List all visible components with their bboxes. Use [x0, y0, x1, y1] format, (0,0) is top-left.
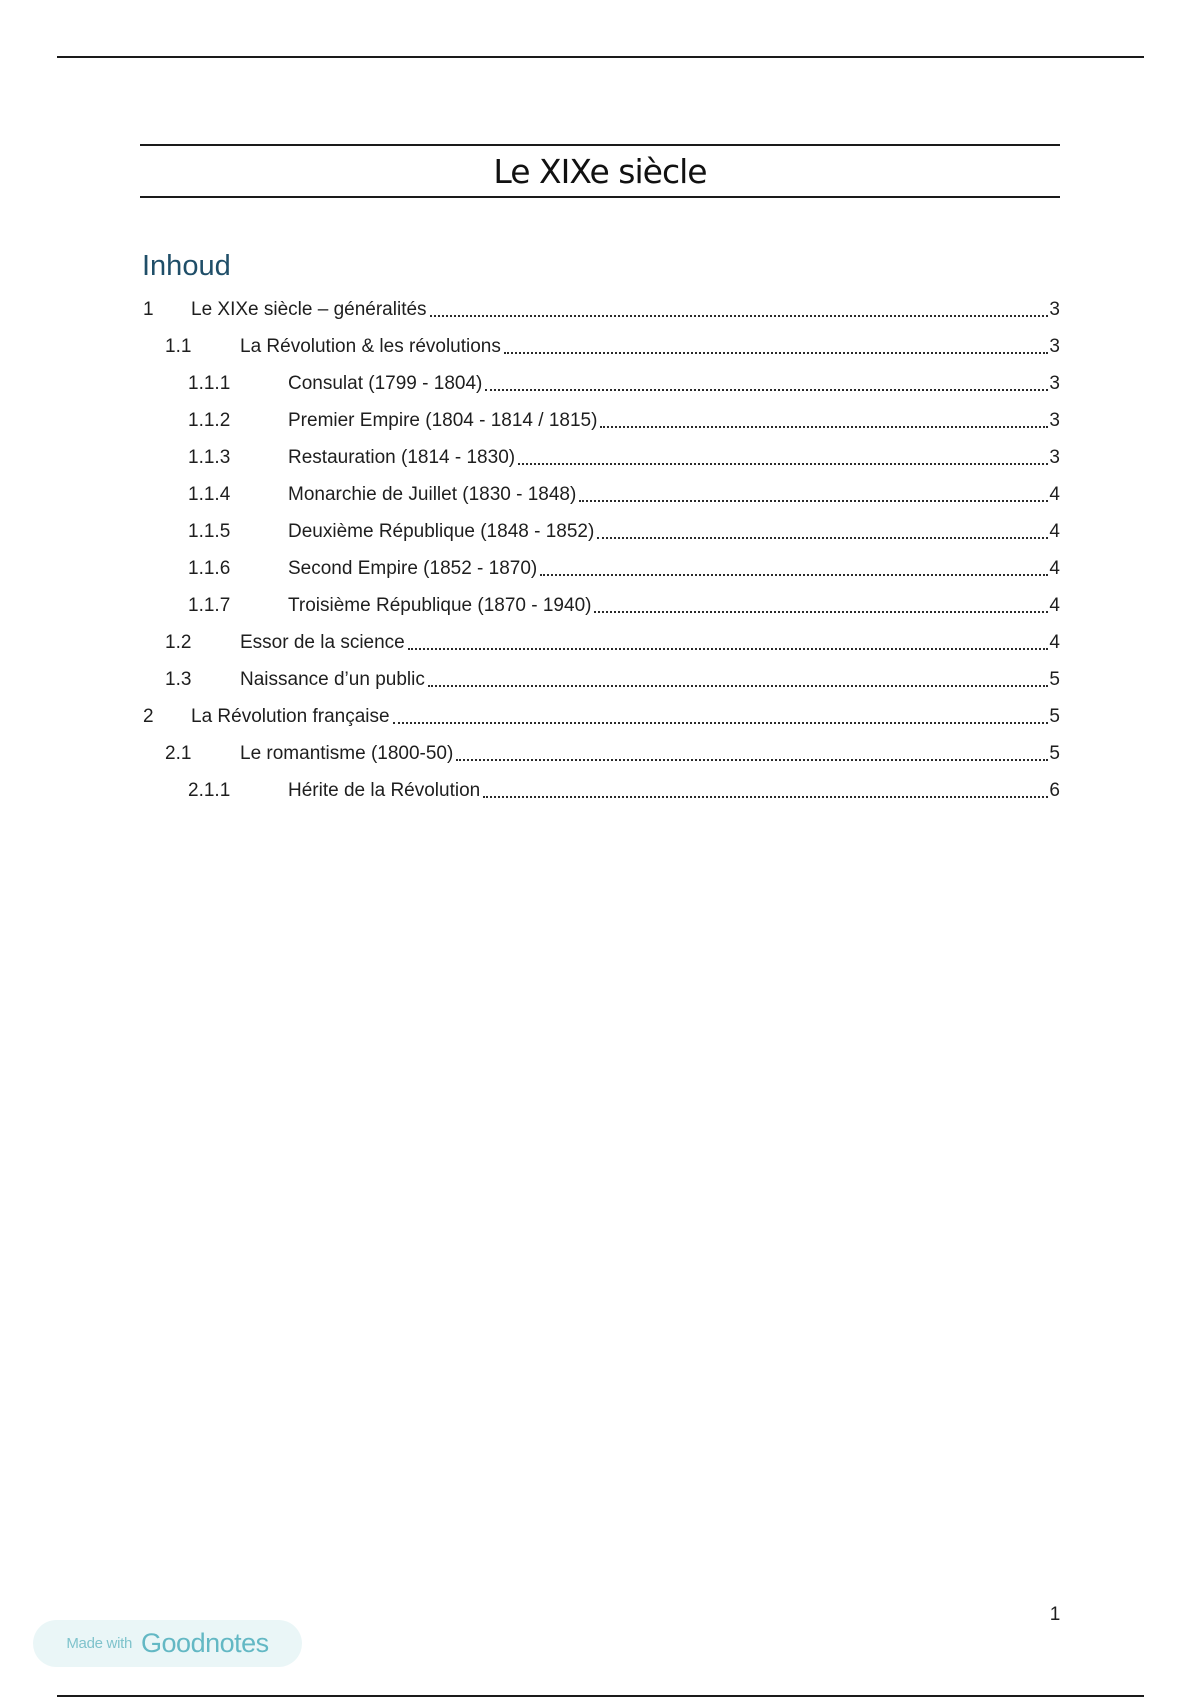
toc-dot-leader: [504, 352, 1049, 354]
toc-entry-number: 1.1.3: [188, 447, 231, 468]
toc-dot-leader: [428, 685, 1049, 687]
toc-dot-leader: [485, 389, 1048, 391]
toc-entry-body: [288, 444, 1060, 472]
toc-entry-number: 1.1.5: [188, 521, 231, 542]
toc-dot-leader: [540, 574, 1048, 576]
toc-entry[interactable]: [0, 444, 1200, 472]
toc-entry-label: Le romantisme (1800-50): [240, 743, 454, 764]
toc-dot-leader: [518, 463, 1048, 465]
toc-entry-number: 2.1.1: [188, 780, 231, 801]
toc-entry-label: Naissance d’un public: [240, 669, 425, 690]
toc-entry-page: 4: [1049, 558, 1060, 579]
goodnotes-badge[interactable]: [33, 1620, 302, 1667]
toc-dot-leader: [597, 537, 1048, 539]
toc-entry-body: [191, 703, 1060, 731]
toc-entry[interactable]: [0, 592, 1200, 620]
page-number: 1: [1049, 1604, 1061, 1625]
toc-dot-leader: [430, 315, 1049, 317]
toc-entry-label: Hérite de la Révolution: [288, 780, 481, 801]
toc-entry-body: [240, 740, 1060, 768]
toc-entry-body: [288, 518, 1060, 546]
toc-entry-body: [288, 370, 1060, 398]
toc-entry-page: 3: [1049, 299, 1060, 320]
toc-dot-leader: [456, 759, 1048, 761]
toc-entry-body: [191, 296, 1060, 324]
toc-dot-leader: [483, 796, 1048, 798]
toc-entry-page: 4: [1049, 632, 1060, 653]
toc-dot-leader: [408, 648, 1049, 650]
toc-entry-number: 1.1.4: [188, 484, 231, 505]
toc-entry-page: 3: [1049, 373, 1060, 394]
page-bottom-rule: [57, 1695, 1144, 1697]
toc-entry-body: [240, 666, 1060, 694]
toc-entry-page: 3: [1049, 336, 1060, 357]
toc-entry-page: 6: [1049, 780, 1060, 801]
toc-entry-label: Restauration (1814 - 1830): [288, 447, 516, 468]
badge-prefix: Made with: [66, 1635, 133, 1652]
toc-entry-page: 5: [1049, 706, 1060, 727]
toc-entry-number: 1: [143, 299, 154, 320]
toc-entry-page: 3: [1049, 410, 1060, 431]
toc-entry-number: 2: [143, 706, 154, 727]
toc-entry[interactable]: [0, 296, 1200, 324]
toc-entry-label: La Révolution française: [191, 706, 390, 727]
toc-entry[interactable]: [0, 703, 1200, 731]
toc-entry[interactable]: [0, 333, 1200, 361]
toc-entry-page: 5: [1049, 743, 1060, 764]
toc-dot-leader: [393, 722, 1049, 724]
toc-entry-label: Second Empire (1852 - 1870): [288, 558, 538, 579]
toc-entry[interactable]: [0, 555, 1200, 583]
toc-entry-body: [288, 555, 1060, 583]
toc-entry-label: Troisième République (1870 - 1940): [288, 595, 592, 616]
toc-entry-body: [288, 592, 1060, 620]
toc-entry-body: [240, 629, 1060, 657]
toc-entry-label: Deuxième République (1848 - 1852): [288, 521, 595, 542]
toc-entry[interactable]: [0, 629, 1200, 657]
toc-entry-number: 1.1.1: [188, 373, 231, 394]
toc-dot-leader: [600, 426, 1048, 428]
toc-entry-number: 1.1: [165, 336, 192, 357]
toc-entry-body: [288, 407, 1060, 435]
toc-dot-leader: [579, 500, 1048, 502]
toc-entry-page: 4: [1049, 595, 1060, 616]
toc-entry-number: 1.1.6: [188, 558, 231, 579]
toc-entry[interactable]: [0, 518, 1200, 546]
badge-brand-logo: Goodnotes: [141, 1628, 269, 1658]
toc-entry-page: 4: [1049, 484, 1060, 505]
toc-entry-page: 3: [1049, 447, 1060, 468]
toc-entry-body: [240, 333, 1060, 361]
toc-entry[interactable]: [0, 740, 1200, 768]
toc-entry-label: Monarchie de Juillet (1830 - 1848): [288, 484, 577, 505]
toc-entry-body: [288, 777, 1060, 805]
toc-entry-number: 1.2: [165, 632, 192, 653]
toc-entry-body: [288, 481, 1060, 509]
toc-entry[interactable]: [0, 666, 1200, 694]
page-title: Le XIXe siècle: [493, 151, 707, 191]
toc-entry-number: 1.1.7: [188, 595, 231, 616]
toc-entry-number: 1.1.2: [188, 410, 231, 431]
toc-entry-label: Le XIXe siècle – généralités: [191, 299, 427, 320]
toc-entry[interactable]: [0, 481, 1200, 509]
toc-entry[interactable]: [0, 407, 1200, 435]
toc-entry-label: La Révolution & les révolutions: [240, 336, 501, 357]
toc-entry-label: Premier Empire (1804 - 1814 / 1815): [288, 410, 598, 431]
toc-entry-number: 2.1: [165, 743, 192, 764]
title-block: [140, 144, 1060, 198]
toc-entry[interactable]: [0, 777, 1200, 805]
toc-entry-number: 1.3: [165, 669, 192, 690]
toc-entry-label: Essor de la science: [240, 632, 405, 653]
page-top-rule: [57, 56, 1144, 58]
toc-entry-label: Consulat (1799 - 1804): [288, 373, 483, 394]
toc-heading: Inhoud: [142, 250, 231, 282]
toc-entry[interactable]: [0, 370, 1200, 398]
toc-dot-leader: [594, 611, 1048, 613]
toc-entry-page: 5: [1049, 669, 1060, 690]
toc-entry-page: 4: [1049, 521, 1060, 542]
